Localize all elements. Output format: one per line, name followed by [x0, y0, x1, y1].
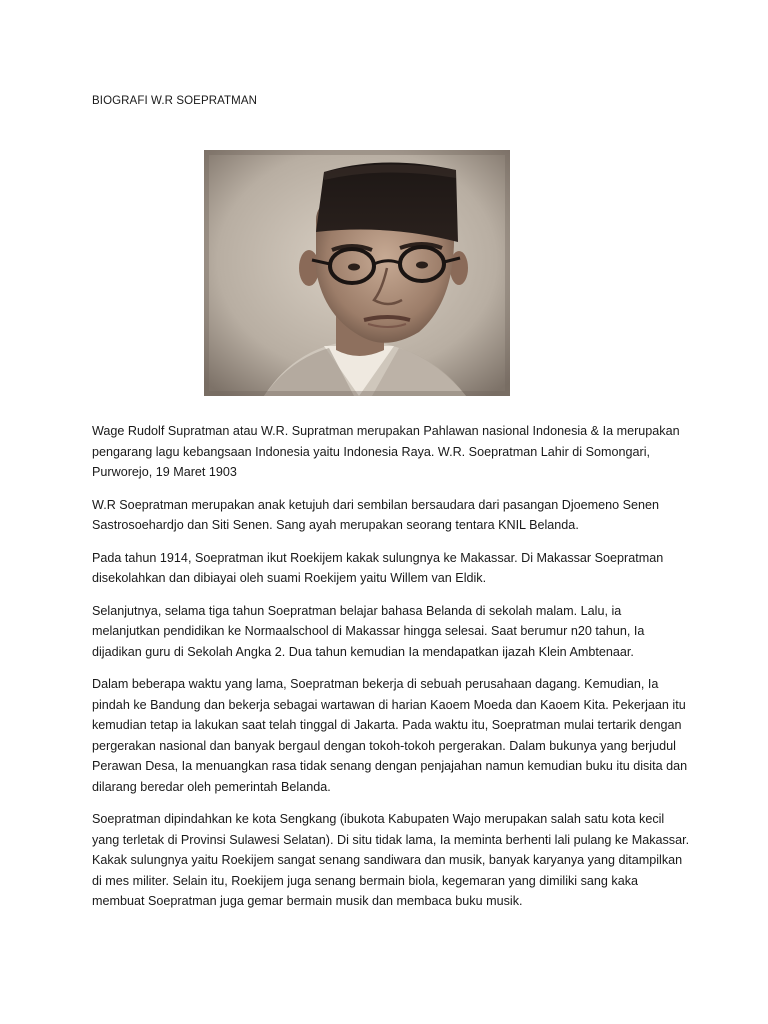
paragraph-5: Dalam beberapa waktu yang lama, Soepratman bekerja di sebuah perusahaan dagang. Kemudian, Ia pindah ke Bandung dan bekerja sebagai wartawan di harian Kaoem Moeda dan Kaoem Kita. Pekerjaan itu kemudian tetap ia lakukan saat telah tinggal di Jakarta. Pada waktu itu, Soepratman mulai tertarik dengan pergerakan nasional dan banyak bergaul dengan tokoh-tokoh pergerakan. Dalam bukunya yang berjudul Perawan Desa, Ia menuangkan rasa tidak senang dengan penjajahan namun kemudian buku itu disita dan dilarang beredar oleh pemerintah Belanda.	[92, 677, 688, 794]
paragraph-1: Wage Rudolf Supratman atau W.R. Supratman merupakan Pahlawan nasional Indonesia & Ia merupakan pengarang lagu kebangsaan Indonesia yaitu Indonesia Raya. W.R. Soepratman Lahir di Somongari, Purworejo, 19 Maret 1903	[92, 424, 680, 479]
paragraph-4: Selanjutnya, selama tiga tahun Soepratman belajar bahasa Belanda di sekolah malam. Lalu, ia melanjutkan pendidikan ke Normaalschool di Makassar hingga selesai. Saat berumur n20 tahun, Ia dijadikan guru di Sekolah Angka 2. Dua tahun kemudian Ia mendapatkan ijazah Klein Ambtenaar.	[92, 603, 645, 659]
paragraph-3: Pada tahun 1914, Soepratman ikut Roekijem kakak sulungnya ke Makassar. Di Makassar Soepratman disekolahkan dan dibiayai oleh suami Roekijem yaitu Willem van Eldik.	[92, 550, 664, 585]
paragraph-2: W.R Soepratman merupakan anak ketujuh dari sembilan bersaudara dari pasangan Djoemeno Senen Sastrosoehardjo dan Siti Senen. Sang ayah merupakan seorang tentara KNIL Belanda.	[92, 497, 660, 532]
document-title: BIOGRAFI W.R SOEPRATMAN	[92, 95, 258, 107]
portrait-photo-icon	[204, 150, 510, 396]
paragraph-6: Soepratman dipindahkan ke kota Sengkang (ibukota Kabupaten Wajo merupakan salah satu kota kecil yang terletak di Provinsi Sulawesi Selatan). Di situ tidak lama, Ia meminta berhenti lali pulang ke Makassar. Kakak sulungnya yaitu Roekijem sangat senang sandiwara dan musik, banyak karyanya yang ditampilkan di mes militer. Selain itu, Roekijem juga senang bermain biola, kegemaran yang dimiliki sang kaka membuat Soepratman juga gemar bermain musik dan membaca buku musik.	[92, 812, 690, 908]
portrait-image	[204, 150, 510, 396]
biography-body	[92, 421, 692, 924]
